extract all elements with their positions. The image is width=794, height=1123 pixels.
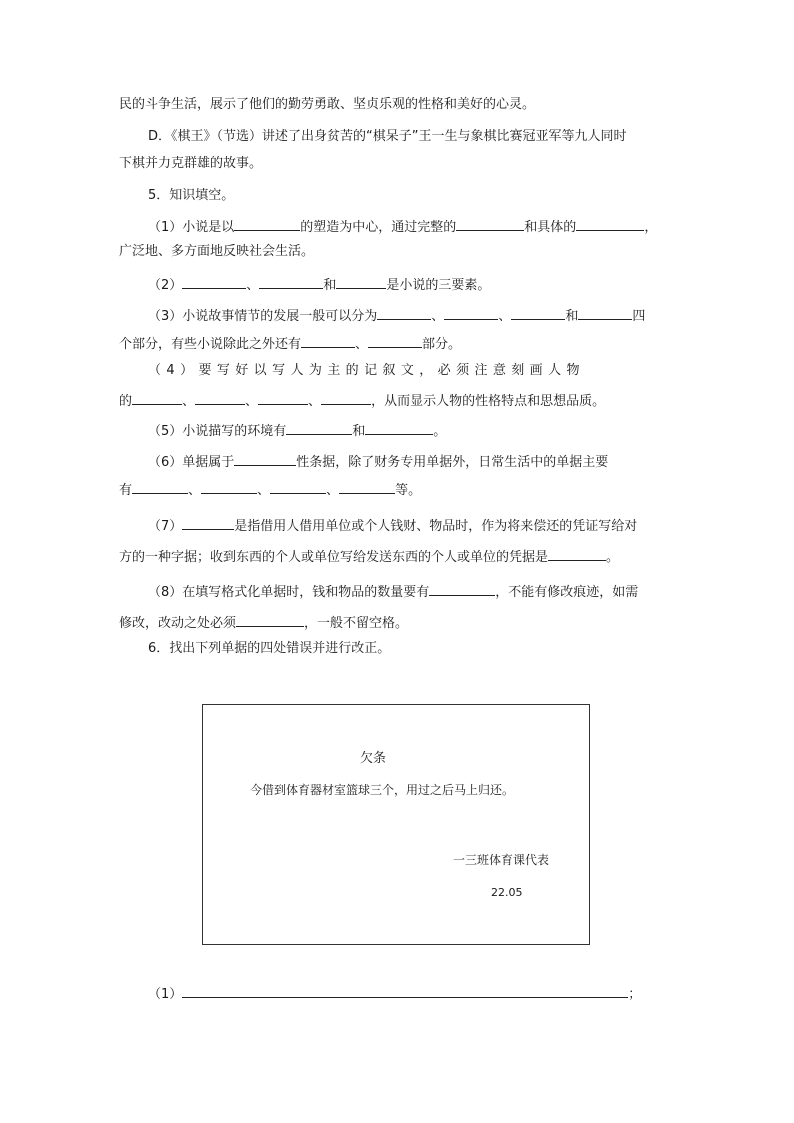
blank[interactable] xyxy=(511,305,565,320)
blank[interactable] xyxy=(456,216,524,231)
fill-item-7-cont: 方的一种字据；收到东西的个人或单位写给发送东西的个人或单位的凭据是 。 xyxy=(119,546,619,567)
answer-1: （1） ； xyxy=(148,983,641,1004)
fill-item-6: （6）单据属于 性条据，除了财务专用单据外，日常生活中的单据主要 xyxy=(148,451,608,472)
text-line: 民的斗争生活，展示了他们的勤劳勇敢、坚贞乐观的性格和美好的心灵。 xyxy=(119,97,536,112)
fill-item-6-cont: 有 、 、 、 等。 xyxy=(119,479,421,500)
receipt-title: 欠条 xyxy=(360,751,387,766)
answer-blank[interactable] xyxy=(182,983,628,998)
blank[interactable] xyxy=(576,216,644,231)
blank[interactable] xyxy=(258,390,308,405)
fill-item-4: （4）要写好以写人为主的记叙文，必须注意刻画人物 xyxy=(148,363,585,378)
blank[interactable] xyxy=(368,333,422,348)
fill-item-8-cont: 修改，改动之处必须 ，一般不留空格。 xyxy=(119,612,408,633)
fill-item-2: （2） 、 和 是小说的三要素。 xyxy=(148,274,490,295)
blank[interactable] xyxy=(201,479,257,494)
fill-item-4-cont: 的 、 、 、 ，从而显示人物的性格特点和思想品质。 xyxy=(119,390,605,411)
blank[interactable] xyxy=(236,612,304,627)
question-6-heading: 6．找出下列单据的四处错误并进行改正。 xyxy=(148,641,391,656)
receipt-date: 22.05 xyxy=(491,886,523,899)
receipt-signer: 一三班体育课代表 xyxy=(453,853,550,867)
fill-item-1-cont: 广泛地、多方面地反映社会生活。 xyxy=(119,244,315,259)
receipt-body: 今借到体育器材室篮球三个，用过之后马上归还。 xyxy=(250,783,515,797)
blank[interactable] xyxy=(578,305,632,320)
blank[interactable] xyxy=(548,546,606,561)
blank[interactable] xyxy=(234,216,300,231)
blank[interactable] xyxy=(132,390,182,405)
blank[interactable] xyxy=(339,479,395,494)
blank[interactable] xyxy=(429,581,495,596)
text-line: 下棋并力克群雄的故事。 xyxy=(119,156,263,171)
blank[interactable] xyxy=(301,333,355,348)
fill-item-7: （7） 是指借用人借用单位或个人钱财、物品时，作为将来偿还的凭证写给对 xyxy=(148,515,637,536)
option-d-line: D．《棋王》（节选）讲述了出身贫苦的“棋呆子”王一生与象棋比赛冠亚军等九人同时 xyxy=(148,129,627,144)
question-5-heading: 5．知识填空。 xyxy=(148,188,235,203)
fill-item-8: （8）在填写格式化单据时，钱和物品的数量要有 ，不能有修改痕迹，如需 xyxy=(148,581,638,602)
blank[interactable] xyxy=(259,274,323,289)
blank[interactable] xyxy=(444,305,498,320)
fill-item-1: （1）小说是以 的塑造为中心，通过完整的 和具体的 ， xyxy=(148,216,657,237)
blank[interactable] xyxy=(377,305,431,320)
blank[interactable] xyxy=(182,515,234,530)
fill-item-5: （5）小说描写的环境有 和 。 xyxy=(148,420,446,441)
fill-item-3: （3）小说故事情节的发展一般可以分为 、 、 和 四 xyxy=(148,305,645,326)
blank[interactable] xyxy=(321,390,371,405)
blank[interactable] xyxy=(234,451,296,466)
blank[interactable] xyxy=(182,274,246,289)
blank[interactable] xyxy=(195,390,245,405)
receipt-box xyxy=(202,704,590,945)
fill-item-3-cont: 个部分，有些小说除此之外还有 、 部分。 xyxy=(119,333,461,354)
blank[interactable] xyxy=(286,420,352,435)
blank[interactable] xyxy=(365,420,433,435)
blank[interactable] xyxy=(132,479,188,494)
blank[interactable] xyxy=(270,479,326,494)
blank[interactable] xyxy=(336,274,386,289)
